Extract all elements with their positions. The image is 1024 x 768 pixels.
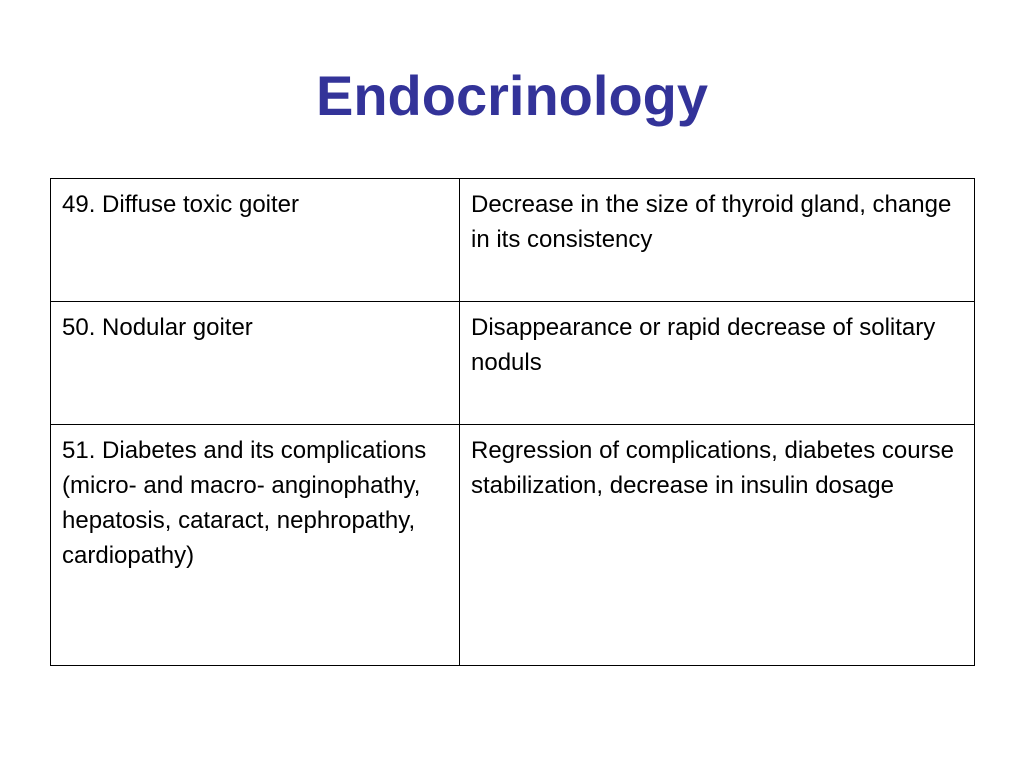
table-row	[51, 179, 975, 302]
table-row	[51, 302, 975, 425]
slide-title: Endocrinology	[316, 64, 708, 127]
effect-cell: Disappearance or rapid decrease of solitary noduls	[460, 302, 975, 425]
effect-cell: Decrease in the size of thyroid gland, change in its consistency	[460, 179, 975, 302]
endocrinology-table	[50, 178, 975, 666]
effect-cell: Regression of complications, diabetes course stabilization, decrease in insulin dosage	[460, 425, 975, 666]
table-row	[51, 425, 975, 666]
condition-cell: 51. Diabetes and its complications (micro- and macro- anginophathy, hepatosis, cataract, nephropathy, cardiopathy)	[51, 425, 460, 666]
condition-cell: 50. Nodular goiter	[51, 302, 460, 425]
condition-cell: 49. Diffuse toxic goiter	[51, 179, 460, 302]
